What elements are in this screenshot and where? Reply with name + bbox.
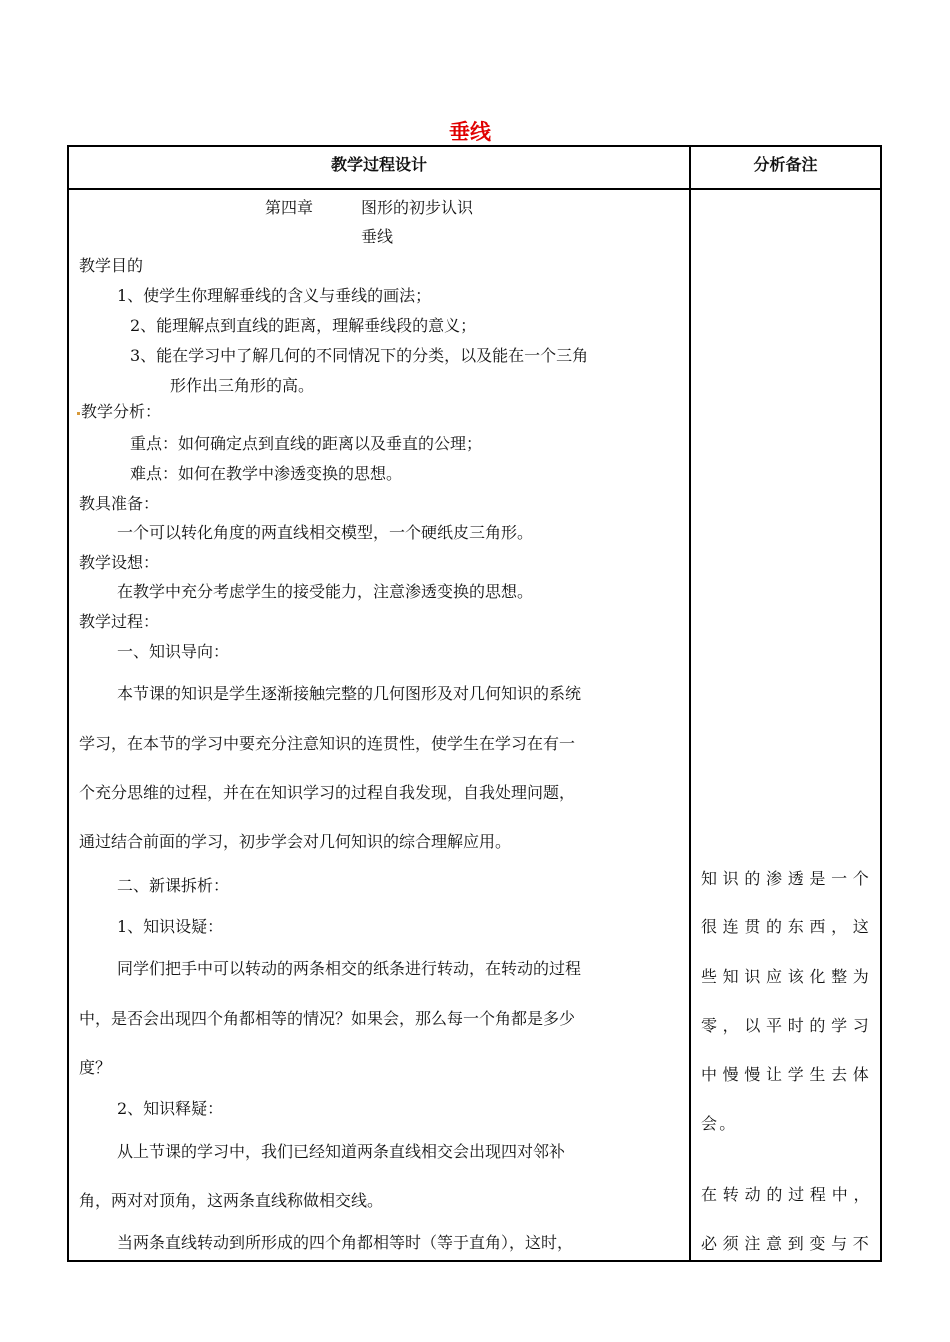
objective-item: 1、使学生你理解垂线的含义与垂线的画法； bbox=[117, 286, 432, 305]
document-title: 垂线 bbox=[449, 120, 491, 144]
subsection-heading: 一、知识导向： bbox=[117, 642, 230, 661]
column-header-notes: 分析备注 bbox=[753, 155, 818, 174]
chapter-number: 第四章 bbox=[265, 198, 314, 217]
objective-item-continued: 形作出三角形的高。 bbox=[170, 376, 315, 395]
objective-item: 3、能在学习中了解几何的不同情况下的分类，以及能在一个三角 bbox=[130, 346, 589, 365]
paragraph-line: 同学们把手中可以转动的两条相交的纸条进行转动，在转动的过程 bbox=[117, 959, 582, 978]
paragraph-line: 个充分思维的过程，并在在知识学习的过程自我发现，自我处理问题， bbox=[79, 783, 576, 802]
note-line: 必须注意到变与不 bbox=[701, 1234, 871, 1253]
subsection-heading: 2、知识释疑： bbox=[117, 1099, 224, 1118]
section-heading: 教学过程： bbox=[79, 612, 160, 631]
section-heading: 教学目的 bbox=[79, 256, 144, 275]
header-divider bbox=[67, 188, 882, 190]
section-heading: 教学分析： bbox=[81, 402, 162, 421]
paragraph-line: 在教学中充分考虑学生的接受能力，注意渗透变换的思想。 bbox=[117, 582, 534, 601]
paragraph-line: 度？ bbox=[79, 1058, 112, 1077]
stray-mark bbox=[77, 412, 80, 415]
paragraph-line: 当两条直线转动到所形成的四个角都相等时（等于直角），这时， bbox=[117, 1233, 574, 1252]
difficult-point: 难点：如何在教学中渗透变换的思想。 bbox=[130, 464, 403, 483]
paragraph-line: 一个可以转化角度的两直线相交模型，一个硬纸皮三角形。 bbox=[117, 523, 534, 542]
chapter-title: 图形的初步认识 bbox=[361, 198, 474, 217]
note-line: 在转动的过程中， bbox=[701, 1185, 871, 1204]
paragraph-line: 角，两对对顶角，这两条直线称做相交线。 bbox=[79, 1191, 384, 1210]
section-heading: 教学设想： bbox=[79, 553, 160, 572]
paragraph-line: 通过结合前面的学习，初步学会对几何知识的综合理解应用。 bbox=[79, 832, 512, 851]
key-point: 重点：如何确定点到直线的距离以及垂直的公理； bbox=[130, 434, 483, 453]
subsection-heading: 1、知识设疑： bbox=[117, 917, 224, 936]
paragraph-line: 从上节课的学习中，我们已经知道两条直线相交会出现四对邻补 bbox=[117, 1142, 566, 1161]
note-line: 些知识应该化整为 bbox=[701, 967, 871, 986]
note-line: 知识的渗透是一个 bbox=[701, 869, 871, 888]
lesson-subtitle: 垂线 bbox=[361, 227, 394, 246]
note-line: 零，以平时的学习 bbox=[701, 1016, 871, 1035]
paragraph-line: 中，是否会出现四个角都相等的情况？如果会，那么每一个角都是多少 bbox=[79, 1009, 576, 1028]
paragraph-line: 本节课的知识是学生逐渐接触完整的几何图形及对几何知识的系统 bbox=[117, 684, 582, 703]
section-heading: 教具准备： bbox=[79, 494, 160, 513]
column-divider bbox=[689, 145, 691, 1262]
column-header-process: 教学过程设计 bbox=[330, 155, 427, 174]
note-line: 中慢慢让学生去体 bbox=[701, 1065, 871, 1084]
subsection-heading: 二、新课拆析： bbox=[117, 876, 230, 895]
note-line: 会。 bbox=[701, 1114, 738, 1133]
paragraph-line: 学习，在本节的学习中要充分注意知识的连贯性，使学生在学习在有一 bbox=[79, 734, 576, 753]
objective-item: 2、能理解点到直线的距离，理解垂线段的意义； bbox=[130, 316, 477, 335]
note-line: 很连贯的东西，这 bbox=[701, 917, 871, 936]
